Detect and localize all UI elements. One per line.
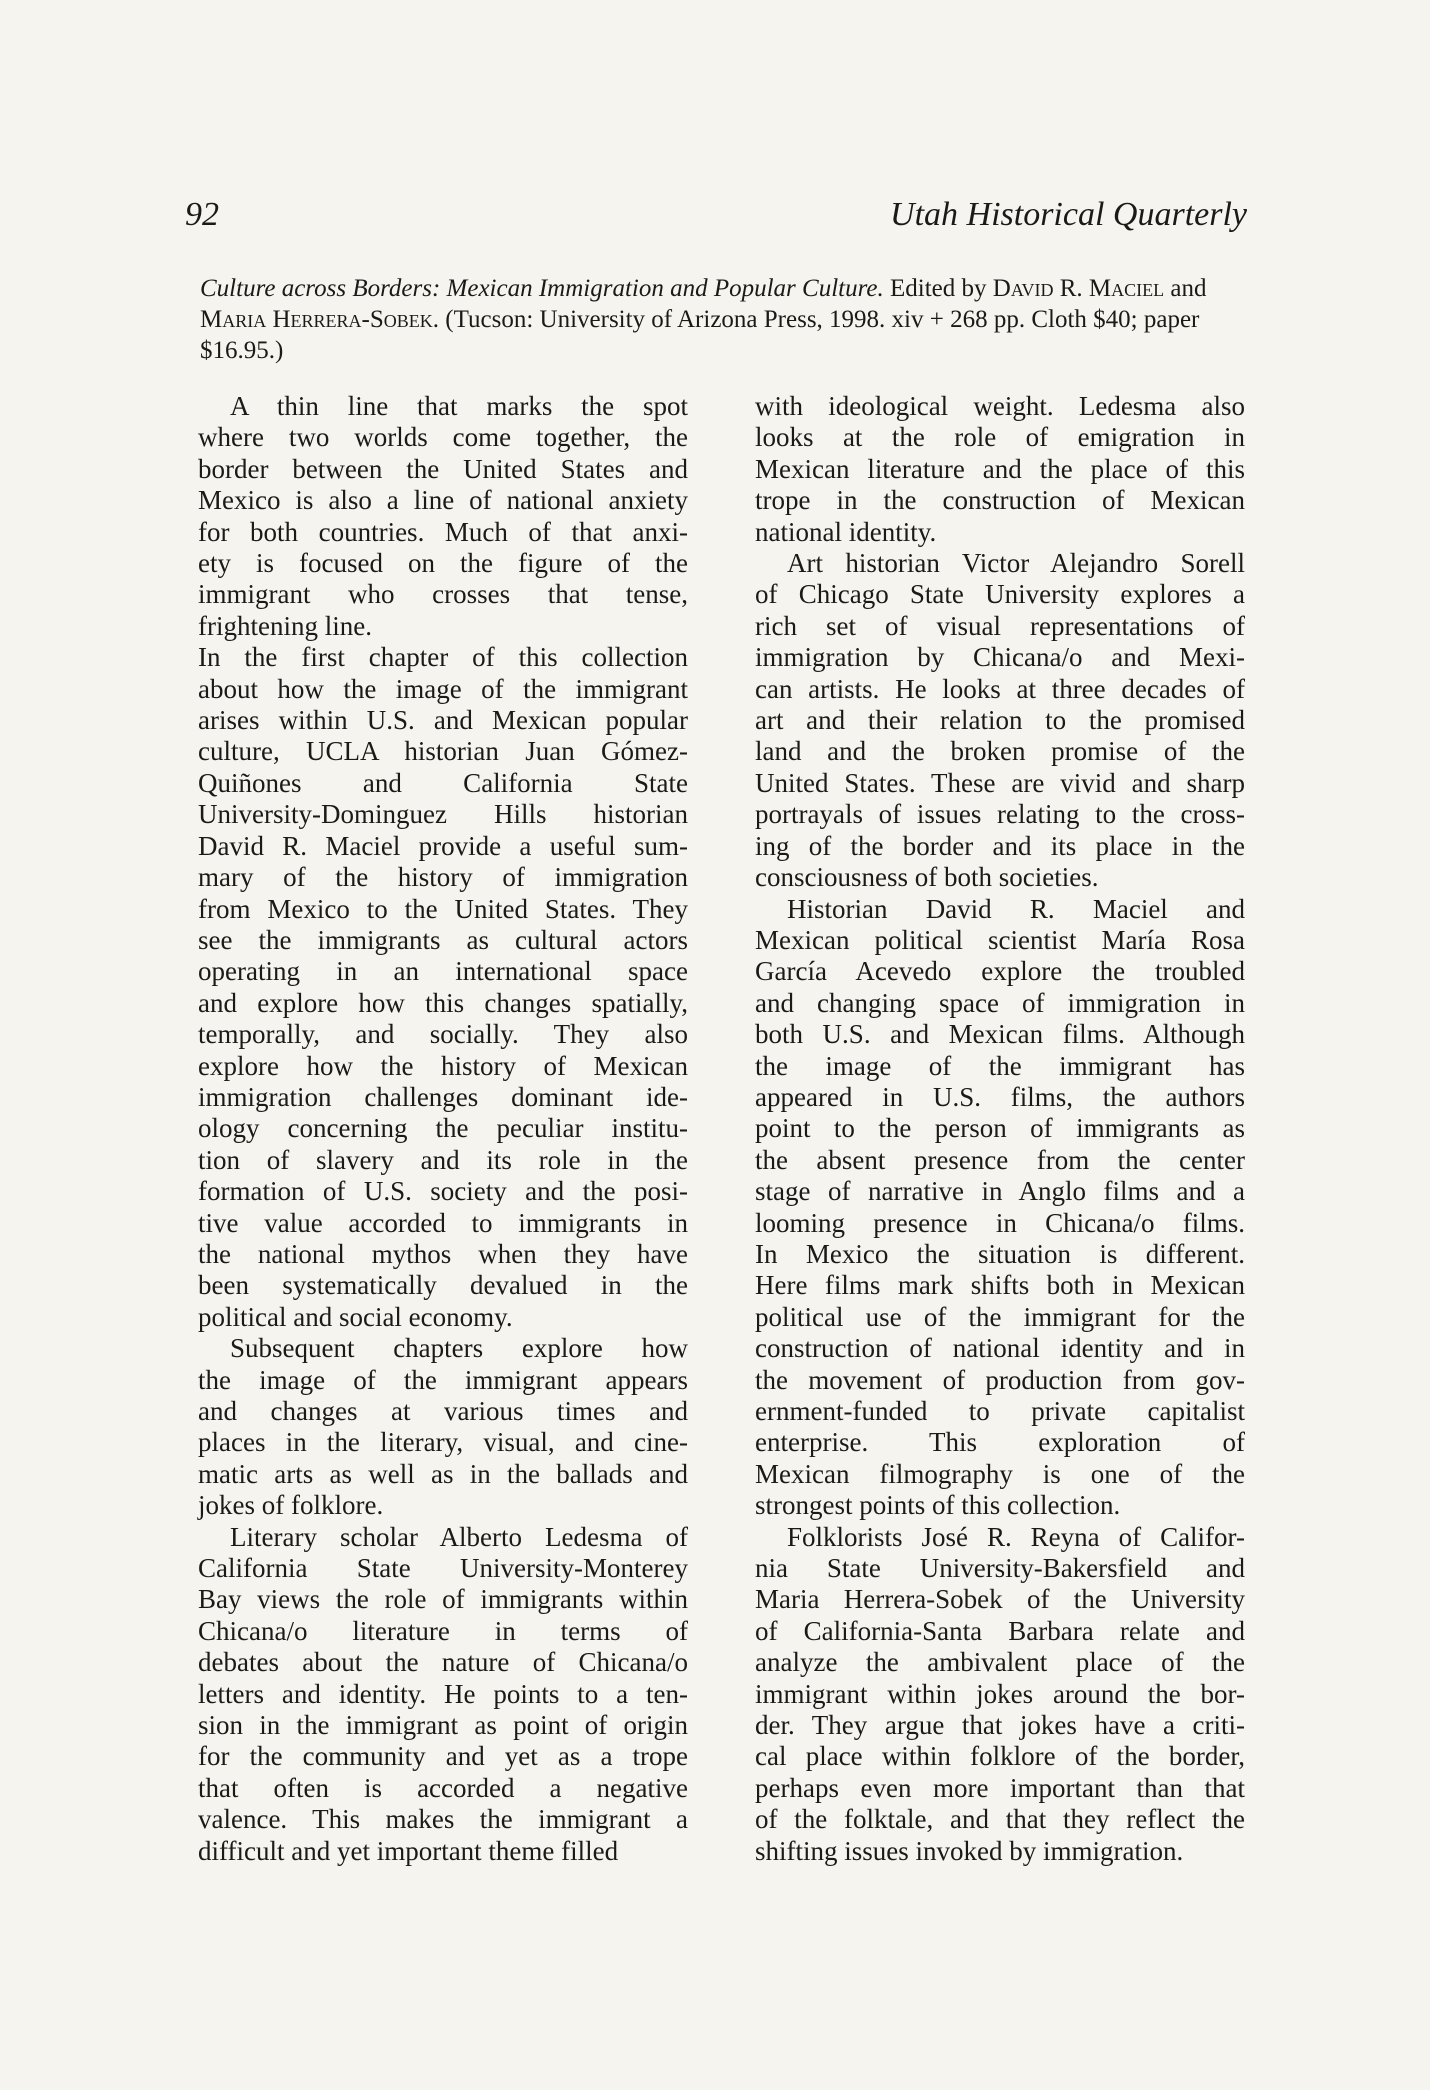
text-line: political use of the immigrant for the — [755, 1301, 1245, 1332]
text-line: see the immigrants as cultural actors — [198, 924, 688, 955]
text-line: immigrant who crosses that tense, — [198, 579, 688, 610]
text-line: arises within U.S. and Mexican popular — [198, 705, 688, 736]
text-line: valence. This makes the immigrant a — [198, 1804, 688, 1835]
text-line: tion of slavery and its role in the — [198, 1144, 688, 1175]
text-line: Folklorists José R. Reyna of Califor- — [787, 1521, 1245, 1552]
publication-details: (Tucson: University of Arizona Press, 1998. xiv + 268 pp. Cloth $40; paper $16.95.) — [200, 306, 1200, 364]
text-line: ernment-funded to private capitalist — [755, 1396, 1245, 1426]
text-line: temporally, and socially. They also — [198, 1019, 688, 1050]
text-line: Chicana/o literature in terms of — [198, 1615, 688, 1646]
text-line: of California-Santa Barbara relate and — [755, 1615, 1245, 1646]
text-line: of the folktale, and that they reflect the — [755, 1804, 1245, 1835]
text-line: Mexican literature and the place of this — [755, 453, 1245, 484]
text-line: rich set of visual representations of — [755, 610, 1245, 641]
text-line: trope in the construction of Mexican — [755, 485, 1245, 516]
text-line: difficult and yet important theme filled — [198, 1835, 619, 1866]
text-line: University-Dominguez Hills historian — [198, 799, 688, 830]
text-line: the movement of production from gov- — [755, 1364, 1245, 1395]
text-line: ology concerning the peculiar institu- — [198, 1113, 688, 1144]
text-line: looming presence in Chicana/o films. — [755, 1207, 1245, 1238]
editor-conjunction: and — [1170, 275, 1207, 302]
text-line: analyze the ambivalent place of the — [755, 1647, 1245, 1678]
text-line: national identity. — [755, 516, 937, 547]
text-line: with ideological weight. Ledesma also — [755, 391, 1245, 421]
text-line: shifting issues invoked by immigration. — [755, 1835, 1184, 1866]
text-line: Literary scholar Alberto Ledesma of — [230, 1521, 688, 1552]
text-line: been systematically devalued in the — [198, 1270, 688, 1301]
text-line: from Mexico to the United States. They — [198, 893, 688, 924]
text-line: border between the United States and — [198, 453, 688, 484]
text-line: Maria Herrera-Sobek of the University — [755, 1584, 1245, 1615]
text-line: for the community and yet as a trope — [198, 1741, 688, 1772]
text-line: land and the broken promise of the — [755, 736, 1245, 767]
text-line: political and social economy. — [198, 1301, 513, 1332]
text-line: culture, UCLA historian Juan Gómez- — [198, 736, 688, 767]
text-line: Art historian Victor Alejandro Sorell — [787, 548, 1245, 579]
text-line: looks at the role of emigration in — [755, 422, 1245, 453]
text-line: appeared in U.S. films, the authors — [755, 1081, 1245, 1112]
text-line: United States. These are vivid and sharp — [755, 767, 1245, 798]
text-line: tive value accorded to immigrants in — [198, 1207, 688, 1238]
text-line: strongest points of this collection. — [755, 1490, 1121, 1521]
review-column-right — [755, 391, 1245, 1867]
text-line: consciousness of both societies. — [755, 862, 1099, 893]
text-line: letters and identity. He points to a ten- — [198, 1678, 688, 1709]
text-line: Subsequent chapters explore how — [230, 1333, 688, 1364]
text-line: Bay views the role of immigrants within — [198, 1584, 688, 1615]
text-line: formation of U.S. society and the posi- — [198, 1176, 688, 1207]
text-line: explore how the history of Mexican — [198, 1050, 688, 1081]
text-line: construction of national identity and in — [755, 1333, 1245, 1364]
text-line: In the first chapter of this collection — [198, 642, 688, 673]
text-line: Mexican political scientist María Rosa — [755, 924, 1245, 955]
text-line: both U.S. and Mexican films. Although — [755, 1019, 1245, 1050]
text-line: for both countries. Much of that anxi- — [198, 516, 688, 547]
page-number: 92 — [185, 196, 219, 233]
text-line: In Mexico the situation is different. — [755, 1238, 1245, 1269]
text-line: sion in the immigrant as point of origin — [198, 1710, 688, 1741]
text-line: nia State University-Bakersfield and — [755, 1553, 1245, 1584]
text-line: places in the literary, visual, and cine- — [198, 1427, 688, 1458]
text-line: frightening line. — [198, 610, 372, 641]
text-line: mary of the history of immigration — [198, 862, 688, 893]
text-line: immigration by Chicana/o and Mexi- — [755, 642, 1245, 673]
text-line: the image of the immigrant appears — [198, 1364, 688, 1395]
text-line: matic arts as well as in the ballads and — [198, 1458, 688, 1489]
editor-1: David R. Maciel — [992, 275, 1165, 302]
text-line: jokes of folklore. — [198, 1490, 384, 1521]
journal-title: Utah Historical Quarterly — [890, 196, 1247, 233]
text-line: Mexico is also a line of national anxiety — [198, 485, 688, 516]
review-column-left — [198, 391, 688, 1867]
text-line: point to the person of immigrants as — [755, 1113, 1245, 1144]
editor-2: Maria Herrera-Sobek — [200, 306, 433, 333]
text-line: can artists. He looks at three decades of — [755, 673, 1245, 704]
text-line: portrayals of issues relating to the cross- — [755, 799, 1245, 830]
text-line: ety is focused on the figure of the — [198, 548, 688, 579]
text-line: the image of the immigrant has — [755, 1050, 1245, 1081]
text-line: perhaps even more important than that — [755, 1772, 1245, 1803]
text-line: García Acevedo explore the troubled — [755, 956, 1245, 987]
text-line: where two worlds come together, the — [198, 422, 688, 453]
text-line: cal place within folklore of the border, — [755, 1741, 1245, 1772]
text-line: of Chicago State University explores a — [755, 579, 1245, 610]
text-line: that often is accorded a negative — [198, 1772, 688, 1803]
text-line: Historian David R. Maciel and — [787, 893, 1245, 924]
text-line: and changing space of immigration in — [755, 987, 1245, 1018]
text-line: about how the image of the immigrant — [198, 673, 688, 704]
book-citation: Culture across Borders: Mexican Immigration and Popular Culture. Edited by David R. Maciel and Maria Herrera-Sobek. (Tucson: University of Arizona Press, 1998. xiv + 268 pp. Cloth $40; paper $16.95.) — [200, 275, 1207, 364]
text-line: Quiñones and California State — [198, 767, 688, 798]
text-line: operating in an international space — [198, 956, 688, 987]
text-line: debates about the nature of Chicana/o — [198, 1647, 688, 1678]
text-line: the absent presence from the center — [755, 1144, 1245, 1175]
text-line: Here films mark shifts both in Mexican — [755, 1270, 1245, 1301]
text-line: stage of narrative in Anglo films and a — [755, 1176, 1245, 1207]
book-title: Culture across Borders: Mexican Immigration and Popular Culture. — [200, 275, 884, 302]
text-line: David R. Maciel provide a useful sum- — [198, 830, 688, 861]
text-line: California State University-Monterey — [198, 1553, 688, 1584]
text-line: enterprise. This exploration of — [755, 1427, 1245, 1458]
text-line: the national mythos when they have — [198, 1238, 688, 1269]
text-line: der. They argue that jokes have a criti- — [755, 1710, 1245, 1741]
text-line: art and their relation to the promised — [755, 705, 1245, 736]
text-line: ing of the border and its place in the — [755, 830, 1245, 861]
text-line: and changes at various times and — [198, 1396, 688, 1426]
edited-by-label: Edited by — [890, 275, 987, 302]
text-line: immigration challenges dominant ide- — [198, 1081, 688, 1112]
text-line: Mexican filmography is one of the — [755, 1458, 1245, 1489]
text-line: A thin line that marks the spot — [230, 391, 688, 421]
text-line: and explore how this changes spatially, — [198, 987, 688, 1018]
text-line: immigrant within jokes around the bor- — [755, 1678, 1245, 1709]
